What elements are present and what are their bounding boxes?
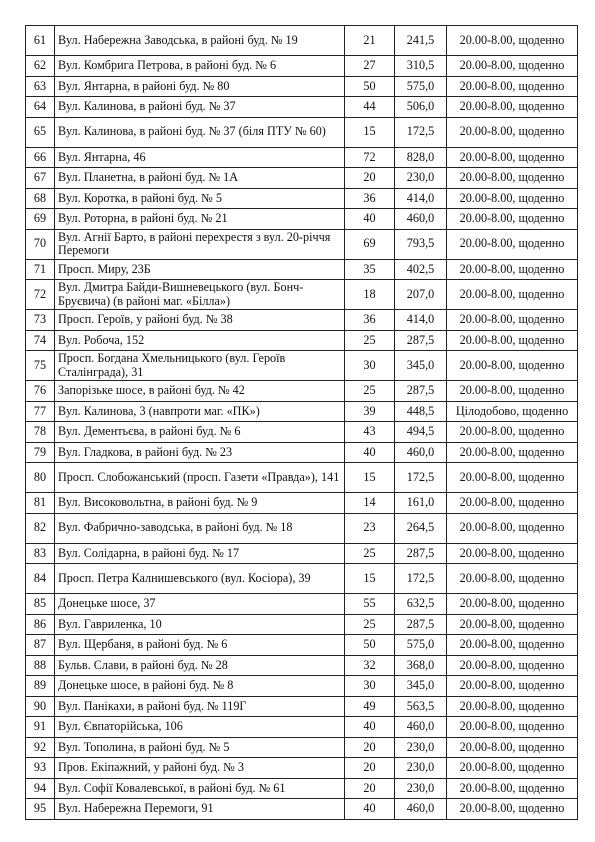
row-number: 82 [26, 513, 55, 543]
hours-cell: 20.00-8.00, щоденно [447, 56, 578, 77]
table-row [26, 310, 578, 331]
area-cell: 264,5 [395, 513, 447, 543]
hours-cell: 20.00-8.00, щоденно [447, 778, 578, 799]
count-cell: 39 [345, 401, 395, 422]
count-cell: 15 [345, 117, 395, 147]
address-cell: Вул. Агнії Барто, в районі перехрестя з вул. 20-річчя Перемоги [55, 229, 345, 259]
row-number: 77 [26, 401, 55, 422]
area-cell: 230,0 [395, 737, 447, 758]
count-cell: 14 [345, 493, 395, 514]
table-row [26, 422, 578, 443]
hours-cell: 20.00-8.00, щоденно [447, 737, 578, 758]
row-number: 78 [26, 422, 55, 443]
address-cell: Донецьке шосе, 37 [55, 594, 345, 615]
area-cell: 310,5 [395, 56, 447, 77]
table-row [26, 493, 578, 514]
area-cell: 345,0 [395, 676, 447, 697]
count-cell: 20 [345, 737, 395, 758]
address-cell: Вул. Високовольтна, в районі буд. № 9 [55, 493, 345, 514]
count-cell: 25 [345, 330, 395, 351]
area-cell: 414,0 [395, 310, 447, 331]
table-row [26, 168, 578, 189]
count-cell: 15 [345, 564, 395, 594]
count-cell: 30 [345, 351, 395, 381]
row-number: 69 [26, 209, 55, 230]
row-number: 95 [26, 799, 55, 820]
address-cell: Вул. Солідарна, в районі буд. № 17 [55, 543, 345, 564]
address-cell: Вул. Євпаторійська, 106 [55, 717, 345, 738]
area-cell: 506,0 [395, 97, 447, 118]
table-row [26, 594, 578, 615]
area-cell: 161,0 [395, 493, 447, 514]
address-cell: Просп. Петра Калнишевського (вул. Косіора), 39 [55, 564, 345, 594]
address-cell: Бульв. Слави, в районі буд. № 28 [55, 655, 345, 676]
hours-cell: 20.00-8.00, щоденно [447, 97, 578, 118]
hours-cell: 20.00-8.00, щоденно [447, 696, 578, 717]
hours-cell: 20.00-8.00, щоденно [447, 676, 578, 697]
address-cell: Вул. Янтарна, 46 [55, 147, 345, 168]
area-cell: 632,5 [395, 594, 447, 615]
hours-cell: 20.00-8.00, щоденно [447, 381, 578, 402]
area-cell: 345,0 [395, 351, 447, 381]
row-number: 70 [26, 229, 55, 259]
address-cell: Вул. Фабрично-заводська, в районі буд. № 18 [55, 513, 345, 543]
count-cell: 36 [345, 310, 395, 331]
row-number: 85 [26, 594, 55, 615]
table-row [26, 401, 578, 422]
count-cell: 40 [345, 799, 395, 820]
table-row [26, 564, 578, 594]
row-number: 61 [26, 26, 55, 56]
table-row [26, 117, 578, 147]
row-number: 72 [26, 280, 55, 310]
table-row [26, 717, 578, 738]
count-cell: 55 [345, 594, 395, 615]
row-number: 86 [26, 614, 55, 635]
address-cell: Вул. Щербаня, в районі буд. № 6 [55, 635, 345, 656]
table-row [26, 26, 578, 56]
count-cell: 50 [345, 635, 395, 656]
count-cell: 32 [345, 655, 395, 676]
row-number: 76 [26, 381, 55, 402]
row-number: 64 [26, 97, 55, 118]
table-row [26, 635, 578, 656]
row-number: 89 [26, 676, 55, 697]
address-cell: Вул. Комбрига Петрова, в районі буд. № 6 [55, 56, 345, 77]
count-cell: 21 [345, 26, 395, 56]
address-cell: Вул. Дементьєва, в районі буд. № 6 [55, 422, 345, 443]
area-cell: 207,0 [395, 280, 447, 310]
table-row [26, 543, 578, 564]
hours-cell: 20.00-8.00, щоденно [447, 543, 578, 564]
address-cell: Вул. Набережна Заводська, в районі буд. № 19 [55, 26, 345, 56]
count-cell: 23 [345, 513, 395, 543]
hours-cell: 20.00-8.00, щоденно [447, 758, 578, 779]
table-row [26, 614, 578, 635]
hours-cell: 20.00-8.00, щоденно [447, 614, 578, 635]
hours-cell: 20.00-8.00, щоденно [447, 635, 578, 656]
table-row [26, 188, 578, 209]
row-number: 68 [26, 188, 55, 209]
area-cell: 402,5 [395, 259, 447, 280]
row-number: 91 [26, 717, 55, 738]
address-cell: Вул. Калинова, в районі буд. № 37 (біля ПТУ № 60) [55, 117, 345, 147]
count-cell: 49 [345, 696, 395, 717]
table-row [26, 259, 578, 280]
area-cell: 172,5 [395, 564, 447, 594]
hours-cell: 20.00-8.00, щоденно [447, 310, 578, 331]
row-number: 66 [26, 147, 55, 168]
table-row [26, 97, 578, 118]
address-cell: Просп. Слобожанський (просп. Газети «Правда»), 141 [55, 463, 345, 493]
area-cell: 414,0 [395, 188, 447, 209]
row-number: 62 [26, 56, 55, 77]
table-row [26, 676, 578, 697]
row-number: 71 [26, 259, 55, 280]
hours-cell: 20.00-8.00, щоденно [447, 76, 578, 97]
area-cell: 460,0 [395, 442, 447, 463]
address-cell: Вул. Софії Ковалевської, в районі буд. № 61 [55, 778, 345, 799]
hours-cell: 20.00-8.00, щоденно [447, 188, 578, 209]
address-cell: Просп. Богдана Хмельницького (вул. Героїв Сталінграда), 31 [55, 351, 345, 381]
address-cell: Вул. Коротка, в районі буд. № 5 [55, 188, 345, 209]
hours-cell: 20.00-8.00, щоденно [447, 594, 578, 615]
address-cell: Вул. Робоча, 152 [55, 330, 345, 351]
area-cell: 828,0 [395, 147, 447, 168]
count-cell: 20 [345, 758, 395, 779]
hours-cell: 20.00-8.00, щоденно [447, 330, 578, 351]
address-cell: Вул. Калинова, 3 (навпроти маг. «ПК») [55, 401, 345, 422]
area-cell: 287,5 [395, 614, 447, 635]
table-row [26, 76, 578, 97]
hours-cell: 20.00-8.00, щоденно [447, 229, 578, 259]
row-number: 92 [26, 737, 55, 758]
area-cell: 241,5 [395, 26, 447, 56]
row-number: 84 [26, 564, 55, 594]
table-row [26, 56, 578, 77]
address-cell: Вул. Роторна, в районі буд. № 21 [55, 209, 345, 230]
table-row [26, 799, 578, 820]
row-number: 94 [26, 778, 55, 799]
count-cell: 20 [345, 778, 395, 799]
table-row [26, 513, 578, 543]
count-cell: 40 [345, 717, 395, 738]
hours-cell: 20.00-8.00, щоденно [447, 117, 578, 147]
row-number: 87 [26, 635, 55, 656]
area-cell: 575,0 [395, 76, 447, 97]
address-cell: Запорізьке шосе, в районі буд. № 42 [55, 381, 345, 402]
hours-cell: 20.00-8.00, щоденно [447, 655, 578, 676]
table-row [26, 381, 578, 402]
address-cell: Вул. Гавриленка, 10 [55, 614, 345, 635]
table-row [26, 655, 578, 676]
count-cell: 40 [345, 209, 395, 230]
address-cell: Вул. Калинова, в районі буд. № 37 [55, 97, 345, 118]
hours-cell: 20.00-8.00, щоденно [447, 799, 578, 820]
row-number: 63 [26, 76, 55, 97]
row-number: 75 [26, 351, 55, 381]
address-cell: Вул. Планетна, в районі буд. № 1А [55, 168, 345, 189]
hours-cell: 20.00-8.00, щоденно [447, 259, 578, 280]
table-row [26, 778, 578, 799]
parking-locations-table [25, 25, 578, 820]
count-cell: 44 [345, 97, 395, 118]
area-cell: 448,5 [395, 401, 447, 422]
table-row [26, 737, 578, 758]
area-cell: 287,5 [395, 381, 447, 402]
hours-cell: 20.00-8.00, щоденно [447, 463, 578, 493]
table-row [26, 147, 578, 168]
area-cell: 460,0 [395, 717, 447, 738]
row-number: 88 [26, 655, 55, 676]
table-body [26, 26, 578, 820]
hours-cell: Цілодобово, щоденно [447, 401, 578, 422]
table-row [26, 758, 578, 779]
address-cell: Вул. Дмитра Байди-Вишневецького (вул. Бонч-Бруєвича) (в районі маг. «Білла») [55, 280, 345, 310]
area-cell: 172,5 [395, 463, 447, 493]
count-cell: 15 [345, 463, 395, 493]
area-cell: 230,0 [395, 778, 447, 799]
row-number: 93 [26, 758, 55, 779]
hours-cell: 20.00-8.00, щоденно [447, 26, 578, 56]
area-cell: 230,0 [395, 168, 447, 189]
table-row [26, 280, 578, 310]
table-row [26, 229, 578, 259]
row-number: 80 [26, 463, 55, 493]
address-cell: Вул. Янтарна, в районі буд. № 80 [55, 76, 345, 97]
hours-cell: 20.00-8.00, щоденно [447, 442, 578, 463]
table-row [26, 351, 578, 381]
address-cell: Вул. Тополина, в районі буд. № 5 [55, 737, 345, 758]
hours-cell: 20.00-8.00, щоденно [447, 564, 578, 594]
count-cell: 40 [345, 442, 395, 463]
row-number: 65 [26, 117, 55, 147]
area-cell: 563,5 [395, 696, 447, 717]
address-cell: Просп. Героїв, у районі буд. № 38 [55, 310, 345, 331]
area-cell: 287,5 [395, 543, 447, 564]
address-cell: Вул. Панікахи, в районі буд. № 119Г [55, 696, 345, 717]
row-number: 73 [26, 310, 55, 331]
row-number: 67 [26, 168, 55, 189]
hours-cell: 20.00-8.00, щоденно [447, 493, 578, 514]
count-cell: 18 [345, 280, 395, 310]
hours-cell: 20.00-8.00, щоденно [447, 513, 578, 543]
count-cell: 43 [345, 422, 395, 443]
count-cell: 36 [345, 188, 395, 209]
address-cell: Пров. Екіпажний, у районі буд. № 3 [55, 758, 345, 779]
address-cell: Вул. Набережна Перемоги, 91 [55, 799, 345, 820]
area-cell: 494,5 [395, 422, 447, 443]
address-cell: Донецьке шосе, в районі буд. № 8 [55, 676, 345, 697]
area-cell: 575,0 [395, 635, 447, 656]
area-cell: 460,0 [395, 209, 447, 230]
hours-cell: 20.00-8.00, щоденно [447, 168, 578, 189]
count-cell: 50 [345, 76, 395, 97]
count-cell: 35 [345, 259, 395, 280]
area-cell: 793,5 [395, 229, 447, 259]
count-cell: 30 [345, 676, 395, 697]
address-cell: Вул. Гладкова, в районі буд. № 23 [55, 442, 345, 463]
count-cell: 72 [345, 147, 395, 168]
row-number: 74 [26, 330, 55, 351]
address-cell: Просп. Миру, 23Б [55, 259, 345, 280]
count-cell: 27 [345, 56, 395, 77]
count-cell: 69 [345, 229, 395, 259]
area-cell: 172,5 [395, 117, 447, 147]
row-number: 90 [26, 696, 55, 717]
count-cell: 25 [345, 543, 395, 564]
area-cell: 460,0 [395, 799, 447, 820]
count-cell: 25 [345, 381, 395, 402]
hours-cell: 20.00-8.00, щоденно [447, 422, 578, 443]
hours-cell: 20.00-8.00, щоденно [447, 351, 578, 381]
area-cell: 368,0 [395, 655, 447, 676]
table-row [26, 330, 578, 351]
hours-cell: 20.00-8.00, щоденно [447, 147, 578, 168]
table-row [26, 442, 578, 463]
hours-cell: 20.00-8.00, щоденно [447, 209, 578, 230]
hours-cell: 20.00-8.00, щоденно [447, 280, 578, 310]
table-row [26, 209, 578, 230]
count-cell: 25 [345, 614, 395, 635]
hours-cell: 20.00-8.00, щоденно [447, 717, 578, 738]
table-row [26, 463, 578, 493]
row-number: 81 [26, 493, 55, 514]
count-cell: 20 [345, 168, 395, 189]
area-cell: 230,0 [395, 758, 447, 779]
row-number: 83 [26, 543, 55, 564]
area-cell: 287,5 [395, 330, 447, 351]
table-row [26, 696, 578, 717]
row-number: 79 [26, 442, 55, 463]
